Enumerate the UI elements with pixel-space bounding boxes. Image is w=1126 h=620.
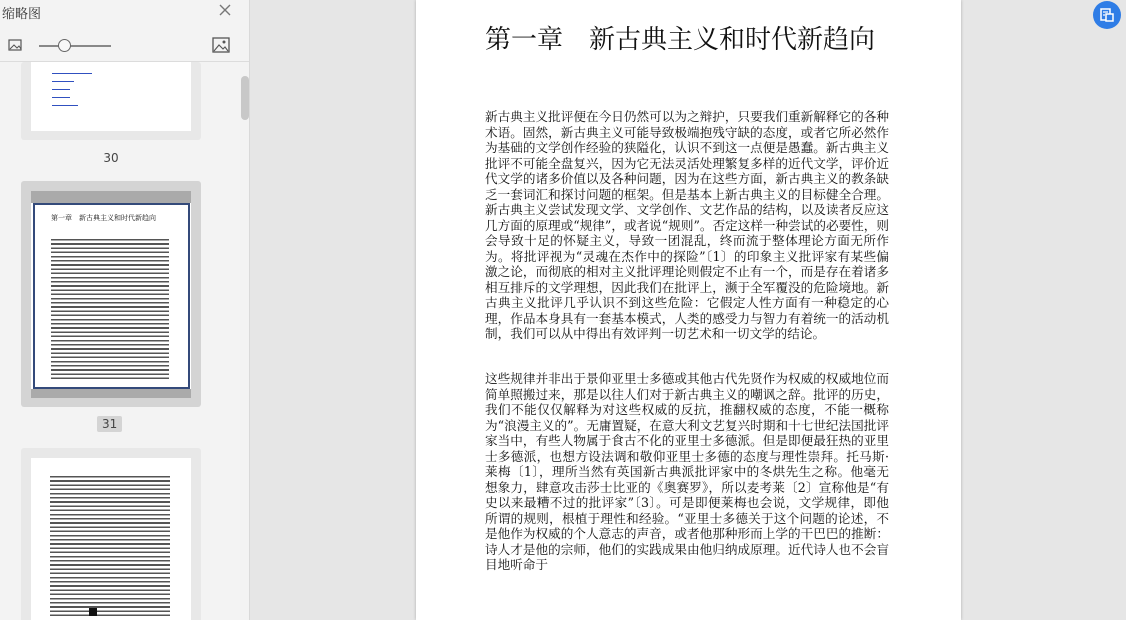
thumbnail-sidebar <box>0 0 250 620</box>
thumbnail-page-30[interactable] <box>21 62 201 140</box>
translate-doc-button[interactable] <box>1093 1 1121 29</box>
thumbnail-page-number: 30 <box>103 151 119 165</box>
zoom-slider-handle[interactable] <box>58 39 71 52</box>
image-large-icon[interactable] <box>212 37 230 53</box>
thumbnail-heading: 第一章 新古典主义和时代新趋向 <box>51 214 156 222</box>
sidebar-title: 缩略图 <box>2 7 42 22</box>
document-page <box>416 0 961 620</box>
sidebar-scrollbar-track[interactable] <box>238 62 248 620</box>
thumbnail-page-31-image <box>31 191 191 398</box>
thumbnail-page-30-image <box>31 62 191 131</box>
thumbnail-page-32[interactable] <box>21 448 201 620</box>
thumbnail-text-block <box>50 476 170 618</box>
sidebar-scrollbar-thumb[interactable] <box>241 76 249 120</box>
zoom-slider-track[interactable] <box>39 45 111 47</box>
thumbnail-page-31[interactable] <box>21 181 201 407</box>
paragraph: 这些规律并非出于景仰亚里士多德或其他古代先贤作为权威的权威地位而简单照搬过来，那是以往人们对于新古典主义的嘲讽之辞。批评的历史，我们不能仅仅解释为对这些权威的反抗，推翻权威的态度，不能一概称为“浪漫主义的”。无庸置疑，在意大利文艺复兴时期和十七世纪法国批评家当中，有些人物属于食古不化的亚里士多德派。但是即便最狂热的亚里士多德派，也想方设法调和敬仰亚里士多德的态度与理性崇拜。托马斯·莱梅〔1〕，理所当然有英国新古典派批评家中的冬烘先生之称。他毫无想象力，肆意攻击莎士比亚的《奥赛罗》，所以麦考莱〔2〕宣称他是“有史以来最糟不过的批评家”〔3〕。可是即便莱梅也会说，文学规律，即他所谓的规则，根植于理性和经验。“亚里士多德关于这个问题的论述，不是他作为权威的个人意志的声音，或者他那种形而上学的干巴巴的推断：诗人才是他的宗师，他们的实践成果由他归纳成原理。近代诗人也不会盲目地听命于 <box>485 371 889 572</box>
thumbnail-page-number: 31 <box>97 416 122 432</box>
thumbnail-text-block <box>51 239 169 379</box>
close-icon[interactable] <box>218 3 232 17</box>
chapter-title: 第一章 新古典主义和时代新趋向 <box>485 25 876 55</box>
paragraph: 新古典主义批评便在今日仍然可以为之辩护，只要我们重新解释它的各种术语。固然，新古典主义可能导致极端抱残守缺的态度，或者它所必然作为基础的文学创作经验的狭隘化，认识不到这一点便是愚蠢。新古典主义批评不可能全盘复兴，因为它无法灵活处理繁复多样的近代文学，评价近代文学的诸多价值以及各种问题，因为在这些方面，新古典主义的教条缺乏一套词汇和探讨问题的框架。但是基本上新古典主义的目标健全合理。新古典主义尝试发现文学、文学创作、文艺作品的结构，以及读者反应这几方面的原理或“规律”，或者说“规则”。否定这样一种尝试的必要性，则会导致十足的怀疑主义，导致一团混乱，终而流于整体理论方面无所作为。将批评视为“灵魂在杰作中的探险”〔1〕的印象主义批评家有某些偏激之论，而彻底的相对主义批评理论则假定不止有一个，而是存在着诸多相互排斥的文学理想，因此我们在批评上，濒于全军覆没的危险境地。新古典主义批评几乎认识不到这些危险：它假定人性方面有一种稳定的心理，作品本身具有一套基本模式，人类的感受力与智力有着统一的活动机制，我们可以从中得出有效评判一切艺术和一切文学的结论。 <box>485 109 889 341</box>
translate-doc-icon <box>1099 7 1115 23</box>
thumbnail-page-32-image <box>31 458 191 620</box>
image-small-icon[interactable] <box>8 38 22 52</box>
